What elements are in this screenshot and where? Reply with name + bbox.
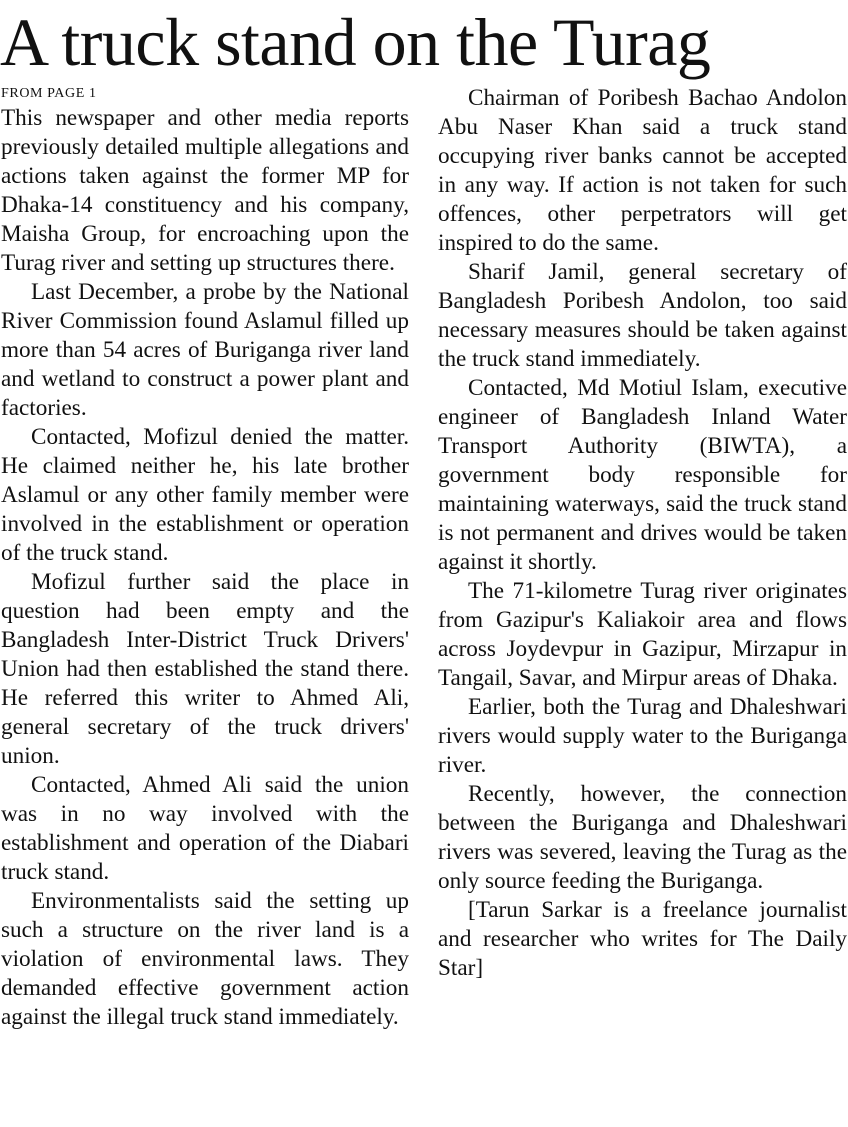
paragraph: This newspaper and other media reports previously detailed multiple allegations and actions taken against the former MP for Dhaka-14 constituency and his company, Maisha Group, for encroaching upon the Turag river and setting up structures there. (1, 105, 409, 276)
paragraph: The 71-kilometre Turag river originates from Gazipur's Kaliakoir area and flows across Joydevpur in Gazipur, Mirzapur in Tangail, Savar, and Mirpur areas of Dhaka. (438, 578, 847, 691)
headline: A truck stand on the Turag (0, 4, 711, 80)
continued-from-label: FROM PAGE 1 (1, 86, 97, 101)
article-column-left (1, 84, 409, 1032)
paragraph: Last December, a probe by the National River Commission found Aslamul filled up more than 54 acres of Buriganga river land and wetland to construct a power plant and factories. (1, 279, 409, 421)
paragraph: Mofizul further said the place in question had been empty and the Bangladesh Inter-District Truck Drivers' Union had then established the stand there. He referred this writer to Ahmed Ali, general secretary of the truck drivers' union. (1, 569, 409, 769)
paragraph: Environmentalists said the setting up such a structure on the river land is a violation of environmental laws. They demanded effective government action against the illegal truck stand immediately. (1, 888, 409, 1030)
paragraph: Recently, however, the connection between the Buriganga and Dhaleshwari rivers was severed, leaving the Turag as the only source feeding the Buriganga. (438, 781, 847, 894)
paragraph: Earlier, both the Turag and Dhaleshwari rivers would supply water to the Buriganga river. (438, 694, 847, 778)
paragraph: Chairman of Poribesh Bachao Andolon Abu Naser Khan said a truck stand occupying river banks cannot be accepted in any way. If action is not taken for such offences, other perpetrators will get inspired to do the same. (438, 85, 847, 256)
paragraph: Contacted, Mofizul denied the matter. He claimed neither he, his late brother Aslamul or any other family member were involved in the establishment or operation of the truck stand. (1, 424, 409, 566)
paragraph: Contacted, Ahmed Ali said the union was in no way involved with the establishment and operation of the Diabari truck stand. (1, 772, 409, 885)
author-note: [Tarun Sarkar is a freelance journalist and researcher who writes for The Daily Star] (438, 897, 847, 981)
article-column-right (438, 84, 847, 983)
paragraph: Sharif Jamil, general secretary of Bangladesh Poribesh Andolon, too said necessary measures should be taken against the truck stand immediately. (438, 259, 847, 372)
paragraph: Contacted, Md Motiul Islam, executive engineer of Bangladesh Inland Water Transport Authority (BIWTA), a government body responsible for maintaining waterways, said the truck stand is not permanent and drives would be taken against it shortly. (438, 375, 847, 575)
